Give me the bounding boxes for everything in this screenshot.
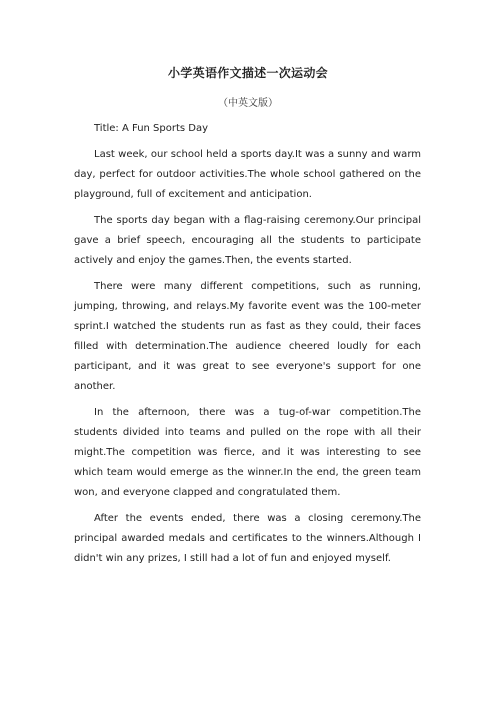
document-title: 小学英语作文描述一次运动会 (168, 66, 328, 80)
essay-paragraph: There were many different competitions, such as running, jumping, throwing, and relays.My favorite event was the 100-meter sprint.I watched the students run as fast as they could, their faces filled with determination.The audience cheered loudly for each participant, and it was great to see everyone's support for one another. (74, 281, 421, 392)
essay-body (74, 119, 421, 569)
essay-paragraph: The sports day began with a flag-raising ceremony.Our principal gave a brief speech, encouraging all the students to participate actively and enjoy the games.Then, the events started. (74, 215, 421, 266)
essay-title: Title: A Fun Sports Day (94, 123, 209, 134)
essay-paragraph: Last week, our school held a sports day.It was a sunny and warm day, perfect for outdoor activities.The whole school gathered on the playground, full of excitement and anticipation. (74, 149, 421, 200)
essay-paragraph: In the afternoon, there was a tug-of-war competition.The students divided into teams and pulled on the rope with all their might.The competition was fierce, and it was interesting to see which team would emerge as the winner.In the end, the green team won, and everyone clapped and congratulated them. (74, 407, 421, 498)
essay-paragraph: After the events ended, there was a closing ceremony.The principal awarded medals and certificates to the winners.Although I didn't win any prizes, I still had a lot of fun and enjoyed myself. (74, 513, 421, 564)
document-subtitle: （中英文版） (218, 98, 278, 109)
